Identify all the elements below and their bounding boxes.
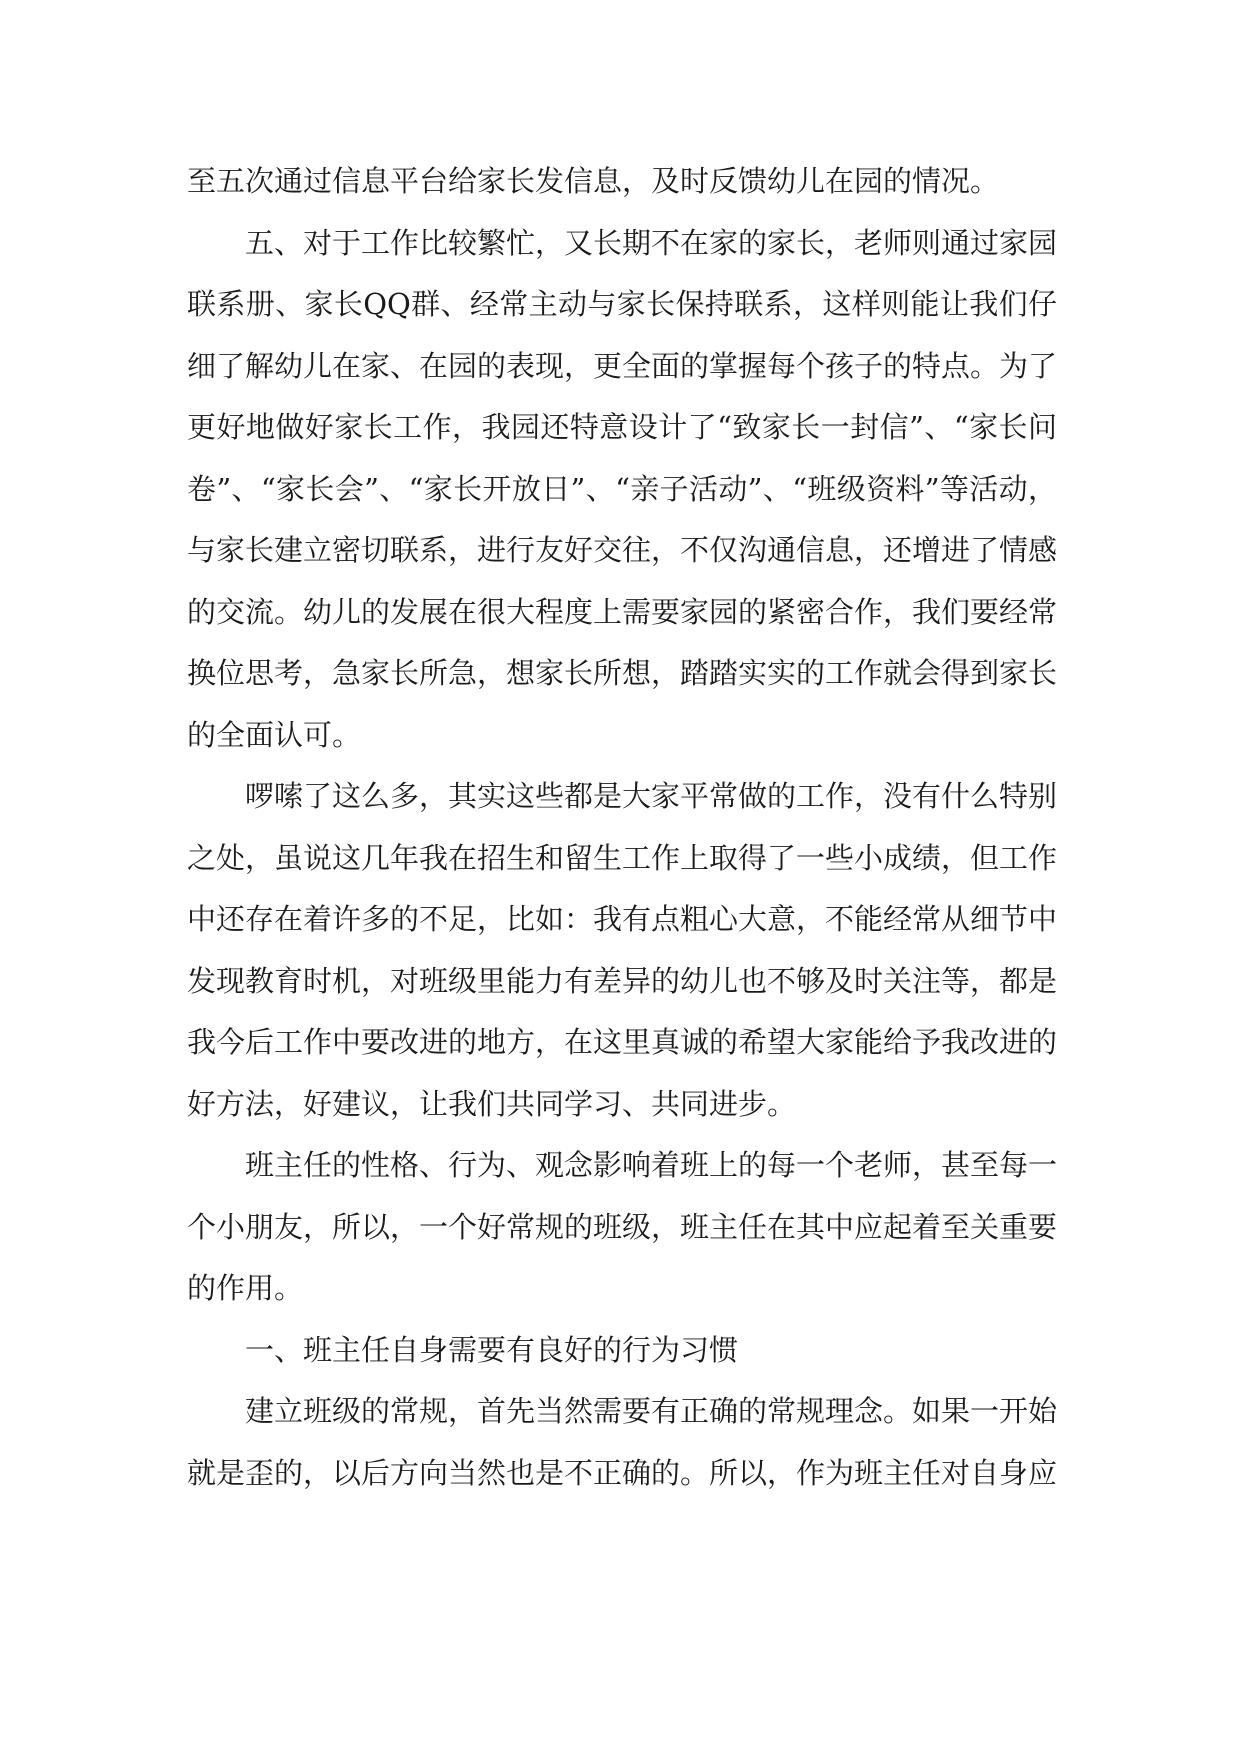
paragraph-parent-contact: 五、对于工作比较繁忙，又长期不在家的家长，老师则通过家园联系册、家长QQ群、经常主动与家长保持联系，这样则能让我们仔细了解幼儿在家、在园的表现，更全面的掌握每个孩子的特点。为了更好地做好家长工作，我园还特意设计了“致家长一封信”、“家长问卷”、“家长会”、“家长开放日”、“亲子活动”、“班级资料”等活动，与家长建立密切联系，进行友好交往，不仅沟通信息，还增进了情感的交流。幼儿的发展在很大程度上需要家园的紧密合作，我们要经常换位思考，急家长所急，想家长所想，踏踏实实的工作就会得到家长的全面认可。: [187, 225, 1058, 752]
paragraph-continued: 至五次通过信息平台给家长发信息，及时反馈幼儿在园的情况。: [187, 164, 1000, 198]
paragraph-head-teacher-role: 班主任的性格、行为、观念影响着班上的每一个老师，甚至每一个小朋友，所以，一个好常规的班级，班主任在其中应起着至关重要的作用。: [187, 1148, 1058, 1305]
paragraph-class-routine: 建立班级的常规，首先当然需要有正确的常规理念。如果一开始就是歪的，以后方向当然也是不正确的。所以，作为班主任对自身应: [187, 1394, 1058, 1490]
paragraph-reflection: 啰嗦了这么多，其实这些都是大家平常做的工作，没有什么特别之处，虽说这几年我在招生和留生工作上取得了一些小成绩，但工作中还存在着许多的不足，比如：我有点粗心大意，不能经常从细节中发现教育时机，对班级里能力有差异的幼儿也不够及时关注等，都是我今后工作中要改进的地方，在这里真诚的希望大家能给予我改进的好方法，好建议，让我们共同学习、共同进步。: [187, 779, 1058, 1121]
section-heading: 一、班主任自身需要有良好的行为习惯: [245, 1332, 739, 1367]
document-body: [187, 151, 1057, 1504]
